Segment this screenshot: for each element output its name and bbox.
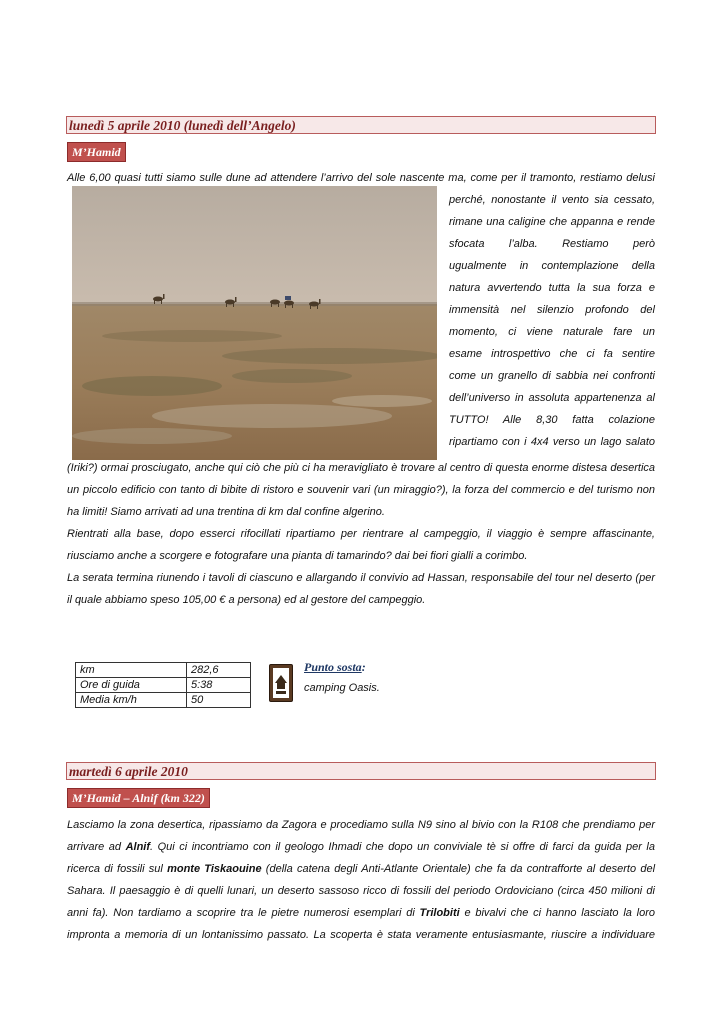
desert-camels-photo [72,186,437,460]
paragraph-first-line: Alle 6,00 quasi tutti siamo sulle dune ad attendere l’arrivo del sole nascente ma, come per il tramonto, restiamo delusi [67,172,655,184]
punto-sosta-value: camping Oasis. [304,682,380,694]
paragraph-day2 [67,814,655,946]
wrap-line: sfocata l’alba. Restiamo però [449,238,655,250]
stat-label: Ore di guida [76,678,187,693]
wrap-line: ugualmente in contemplazione della [449,260,655,272]
stat-label: Media km/h [76,693,187,708]
day-header-monday [66,116,656,134]
wrap-line: come un granello di sabbia nei confronti [449,370,655,382]
wrap-line: momento, ci viene naturale fare un [449,326,655,338]
table-row [76,678,251,693]
text-run: . Qui ci incontriamo con il geologo Ihmadi che dopo un conviviale tè si offre di farci da guida per la ricerca di fossili sul [67,841,655,875]
wrap-line: esame introspettivo che ci fa sentire [449,348,655,360]
punto-sosta-colon: : [361,660,366,674]
fossil-trilobiti: Trilobiti [419,907,460,919]
day-header-text: martedì 6 aprile 2010 [69,764,188,779]
wrap-line: dell’universo in assoluta appartenenza al [449,392,655,404]
stat-label: km [76,663,187,678]
paragraph-rientrati: Rientrati alla base, dopo esserci rifocillati ripartiamo per rientrare al campeggio, il viaggio è sempre affascinante, riusciamo anche a scorgere e fotografare una pianta di tamarindo? dai bei fiori gialli a corimbo. [67,528,655,562]
text-run: e bivalvi che ci hanno lasciato la loro impronta a memoria di un lontanissimo passato. La scoperta è stata veramente entusiasmante, riuscire a individuare [67,907,655,941]
desert-photo-svg [72,186,437,460]
wrap-line: rimane una caligine che appanna e rende [449,216,655,228]
paragraph-serata: La serata termina riunendo i tavoli di ciascuno e allargando il convivio ad Hassan, responsabile del tour nel deserto (per il quale abbiamo speso 105,00 € a persona) ed al gestore del campeggio. [67,572,655,606]
punto-sosta-title [304,660,366,675]
stat-value: 282,6 [187,663,251,678]
table-row [76,693,251,708]
place-tag-mhamid-alnif: M’Hamid – Alnif (km 322) [67,788,210,808]
punto-sosta-label: Punto sosta [304,660,362,674]
wrap-line: natura avvertendo tutta la sua forza e [449,282,655,294]
wrap-line: immensità nel silenzio profondo del [449,304,655,316]
camping-sign-icon [269,664,293,702]
paragraph-lago-salato: (Iriki?) ormai prosciugato, anche qui ciò che più ci ha meravigliato è trovare al centro di questa enorme distesa desertica un piccolo edificio con tanto di bibite di ristoro e souvenir vari (un miraggio?), la forza del commercio e del turismo non ha limiti! Siamo arrivati ad una trentina di km dal confine algerino. [67,462,655,518]
place-alnif: Alnif [125,841,151,853]
wrap-line: TUTTO! Alle 8,30 fatta colazione [449,414,655,426]
trip-stats-table [75,662,251,708]
wrap-line: perché, nonostante il vento sia cessato, [449,194,655,206]
place-monte-tiskaouine: monte Tiskaouine [167,863,262,875]
table-row [76,663,251,678]
text-run: Lasciamo la zona desertica, ripassiamo da Zagora e procediamo sulla N9 sino al bivio con la R108 che prendiamo per arrivare ad [67,819,655,853]
stat-value: 5:38 [187,678,251,693]
wrap-line: ripartiamo con i 4x4 verso un lago salato [449,436,655,448]
text-run: (della catena degli Anti-Atlante Orientale) che fa da contrafforte al deserto del Sahara. Il paesaggio è di quelli lunari, un deserto sassoso ricco di fossili del periodo Ordoviciano (circa 450 milioni di anni fa). Non tardiamo a scoprire tra le pietre numerosi esemplari di [67,863,656,919]
stat-value: 50 [187,693,251,708]
place-tag-mhamid: M’Hamid [67,142,126,162]
day-header-text: lunedì 5 aprile 2010 (lunedì dell’Angelo) [69,118,296,133]
day-header-tuesday [66,762,656,780]
